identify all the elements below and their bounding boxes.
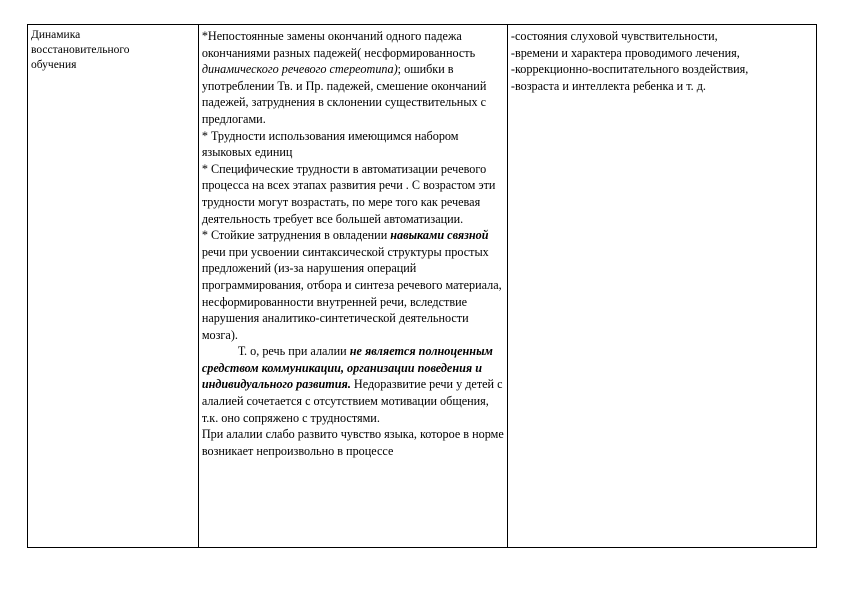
text-run: речи при усвоении синтаксической структуры простых предложений (из-за нарушения операций программирования, отбора и синтеза речевого материала, несформированности внутренней речи, вследствие нарушения аналитико-синтетической деятельности мозга). <box>201 244 502 342</box>
topic-heading <box>31 28 195 73</box>
paragraph-language-units: * Трудности использования имеющимся набором языковых единиц <box>201 128 459 160</box>
text-run: Недоразвитие речи у детей с алалией сочетается с отсутствием мотивации общения, т.к. оно сопряжено с трудностями. <box>201 377 503 425</box>
list-item: -возраста и интеллекта ребенка и т. д. <box>510 78 706 93</box>
text-run: ; ошибки в употреблении Тв. и Пр. падежей, смешение окончаний падежей, затруднения в склонении существительных с предлогами. <box>201 62 487 126</box>
list-item: -времени и характера проводимого лечения, <box>510 45 740 60</box>
paragraph-automation: * Специфические трудности в автоматизации речевого процесса на всех этапах развития речи . С возрастом эти трудности могут возрастать, по мере того как речевая деятельность требует все большей автоматизации. <box>201 161 496 226</box>
cell-topic <box>28 25 199 548</box>
paragraph-conclusion <box>202 343 504 426</box>
cell-factors <box>507 25 816 548</box>
italic-text: динамического речевого стереотипа) <box>201 62 398 77</box>
factor-list <box>511 28 813 94</box>
paragraph-case-endings <box>202 28 504 128</box>
topic-line: Динамика <box>31 29 81 41</box>
content-table <box>27 24 817 548</box>
list-item: -состояния слуховой чувствительности, <box>510 29 718 43</box>
paragraph-coherent-speech <box>202 227 504 343</box>
topic-line: восстановительного <box>31 44 130 56</box>
table-row <box>28 25 817 548</box>
text-run: *Непостоянные замены окончаний одного падежа окончаниями разных падежей( несформированность <box>201 29 476 60</box>
text-run: * Стойкие затруднения в овладении <box>201 228 391 243</box>
cell-description <box>198 25 507 548</box>
emphasis-text: навыками связной <box>390 228 489 243</box>
topic-line: обучения <box>31 59 77 71</box>
text-run: Т. о, речь при алалии <box>237 344 350 359</box>
paragraph-language-sense: При алалии слабо развито чувство языка, которое в норме возникает непроизвольно в процессе <box>201 427 504 458</box>
emphasis-text: не является полноценным средством коммуникации, организации поведения и индивидуального развития. <box>201 344 493 392</box>
list-item: -коррекционно-воспитательного воздействия, <box>510 62 749 77</box>
